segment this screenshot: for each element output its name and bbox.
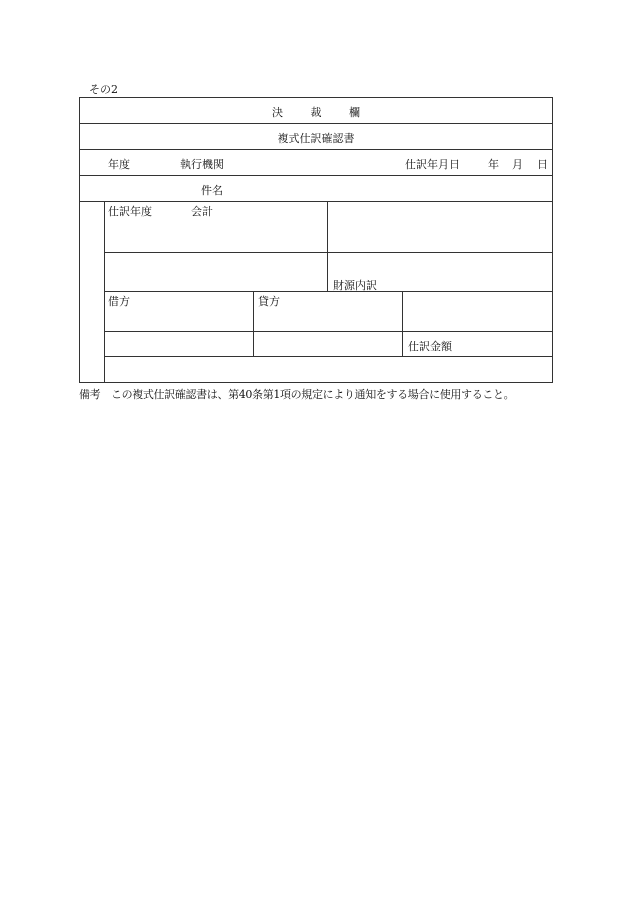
table-divider-credit (402, 291, 403, 357)
approval-char-3: 欄 (349, 106, 360, 119)
table-divider-accounting (327, 201, 328, 292)
table-rule-7 (104, 331, 553, 332)
table-rule-1 (79, 123, 553, 124)
approval-char-2: 裁 (310, 106, 322, 119)
table-rule-8 (104, 356, 553, 357)
table-divider-debit (253, 291, 254, 357)
funding-breakdown-label: 財源内訳 (333, 279, 377, 292)
approval-column-title (79, 104, 553, 120)
table-rule-6 (104, 291, 553, 292)
table-rule-3 (79, 175, 553, 176)
remarks-note: 備考 この複式仕訳確認書は、第40条第1項の規定により通知をする場合に使用すること。 (79, 388, 515, 401)
accounting-label: 会計 (191, 205, 213, 218)
credit-label: 貸方 (258, 295, 280, 308)
fiscal-year-label: 年度 (108, 158, 130, 171)
section-heading: その2 (89, 83, 118, 96)
form-title: 複式仕訳確認書 (277, 132, 355, 145)
table-inner-left (104, 201, 105, 383)
executing-agency-label: 執行機関 (180, 158, 224, 171)
table-border-bottom (79, 382, 553, 383)
date-day-unit: 日 (537, 158, 548, 171)
table-rule-4 (79, 201, 553, 202)
journal-date-label: 仕訳年月日 (405, 158, 460, 171)
debit-label: 借方 (108, 295, 130, 308)
table-border-top (79, 97, 553, 98)
date-year-unit: 年 (488, 158, 499, 171)
table-rule-5 (104, 252, 553, 253)
journal-year-label: 仕訳年度 (108, 205, 152, 218)
table-rule-2 (79, 149, 553, 150)
approval-char-1: 決 (272, 106, 283, 119)
journal-amount-label: 仕訳金額 (408, 340, 452, 353)
date-month-unit: 月 (512, 158, 523, 171)
subject-label: 件名 (201, 184, 223, 197)
